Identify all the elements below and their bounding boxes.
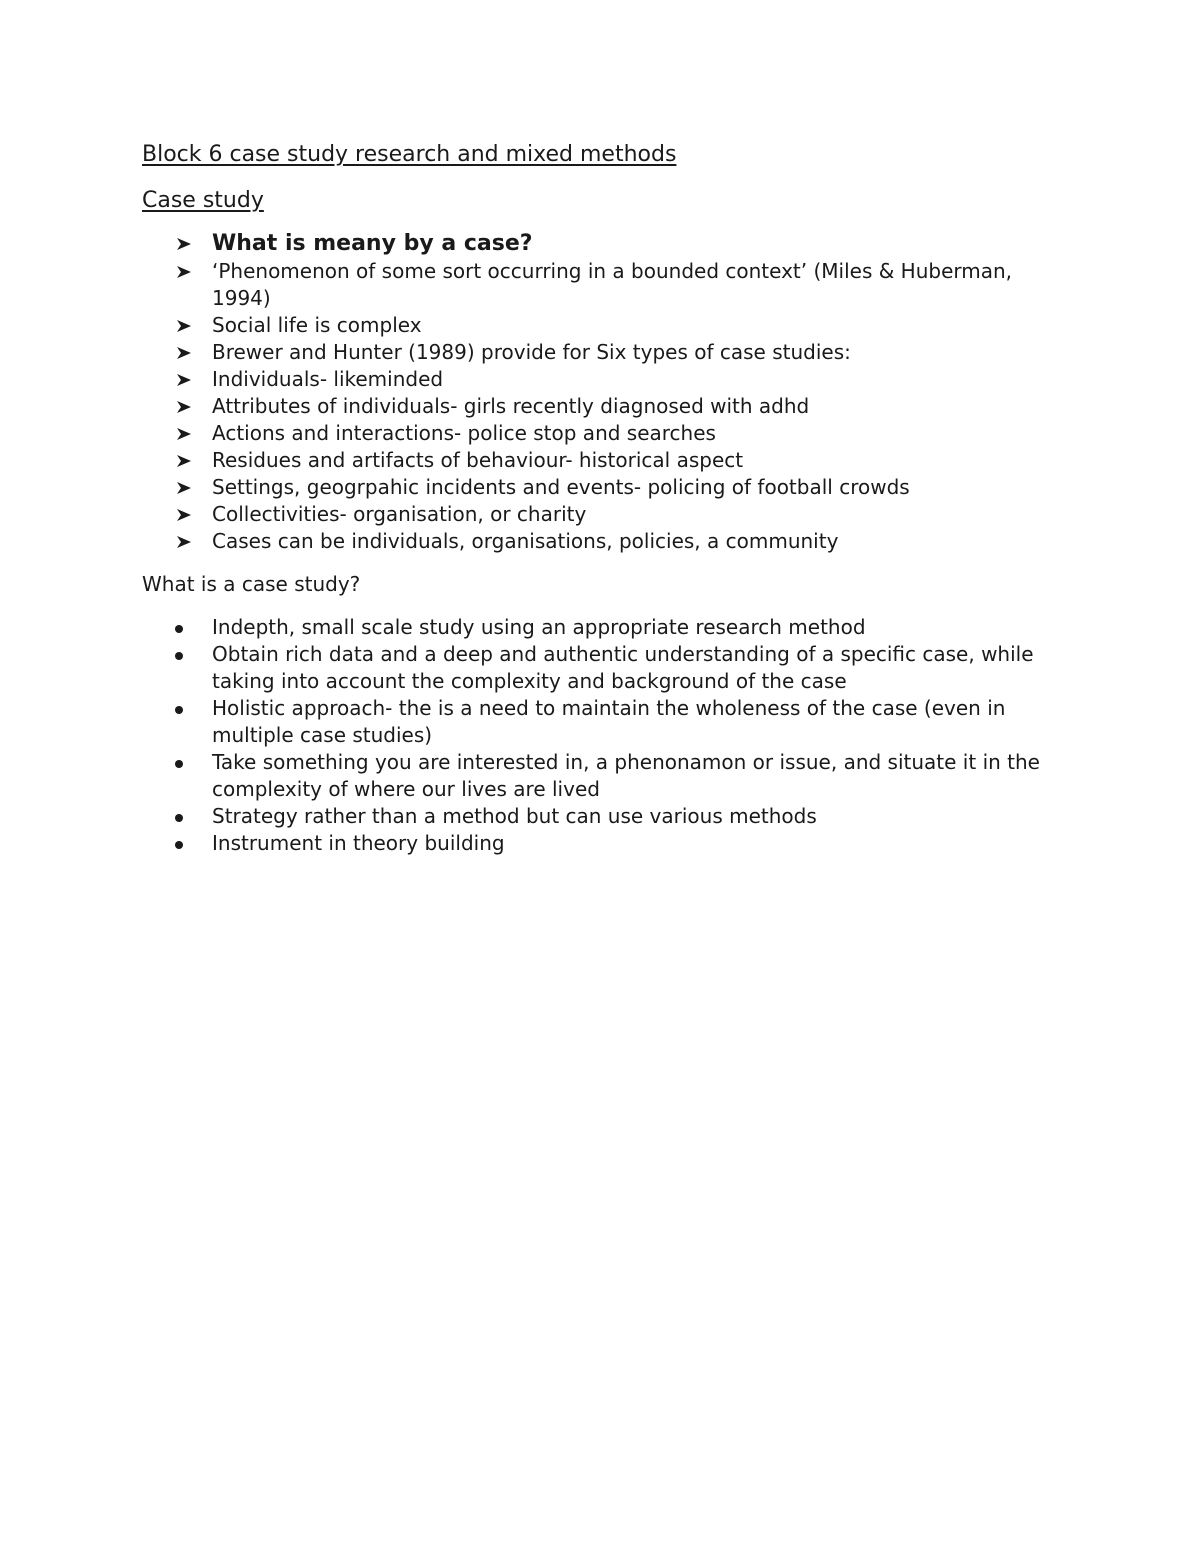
list-item-text: Obtain rich data and a deep and authentic understanding of a specific case, while taking into account the complexity and background of the case (212, 642, 1034, 693)
list-item (142, 501, 1062, 528)
list-item-text: What is meany by a case? (212, 231, 533, 256)
bullet-dot-icon (175, 760, 183, 768)
list-item (142, 749, 1062, 803)
bullet-dot-icon (175, 814, 183, 822)
list-item-text: Collectivities- organisation, or charity (212, 502, 587, 526)
list-item (142, 258, 1062, 312)
dot-bullet-list (142, 614, 1062, 857)
arrow-bullet-icon (176, 501, 196, 528)
list-item (142, 830, 1062, 857)
arrow-bullet-icon (176, 420, 196, 447)
bullet-dot-icon (175, 625, 183, 633)
list-item-text: Attributes of individuals- girls recently diagnosed with adhd (212, 394, 810, 418)
list-item (142, 474, 1062, 501)
list-item (142, 447, 1062, 474)
list-item-text: Instrument in theory building (212, 831, 505, 855)
arrow-bullet-icon (176, 366, 196, 393)
list-item (142, 614, 1062, 641)
list-item (142, 312, 1062, 339)
list-item-text: Indepth, small scale study using an appropriate research method (212, 615, 866, 639)
list-item-text: Brewer and Hunter (1989) provide for Six types of case studies: (212, 340, 851, 364)
list-item (142, 803, 1062, 830)
list-item-text: Individuals- likeminded (212, 367, 444, 391)
arrow-bullet-icon (176, 312, 196, 339)
bullet-dot-icon (175, 652, 183, 660)
list-item (142, 230, 1062, 258)
list-item-text: ‘Phenomenon of some sort occurring in a bounded context’ (Miles & Huberman, 1994) (212, 259, 1013, 310)
document-body (142, 138, 1062, 857)
list-item-text: Social life is complex (212, 313, 422, 337)
arrow-bullet-icon (176, 258, 196, 285)
list-item-text: Take something you are interested in, a phenonamon or issue, and situate it in the complexity of where our lives are lived (212, 750, 1040, 801)
list-item-text: Cases can be individuals, organisations, policies, a community (212, 529, 839, 553)
section-heading-case-study: Case study (142, 188, 264, 213)
list-item (142, 420, 1062, 447)
arrow-bullet-icon (176, 393, 196, 420)
list-item-text: Strategy rather than a method but can use various methods (212, 804, 817, 828)
list-item (142, 528, 1062, 555)
list-item-text: Residues and artifacts of behaviour- historical aspect (212, 448, 744, 472)
list-item (142, 641, 1062, 695)
list-item (142, 393, 1062, 420)
arrow-bullet-icon (176, 528, 196, 555)
list-item (142, 366, 1062, 393)
bullet-dot-icon (175, 706, 183, 714)
document-title: Block 6 case study research and mixed methods (142, 142, 677, 167)
list-item-text: Actions and interactions- police stop and searches (212, 421, 716, 445)
bullet-dot-icon (175, 841, 183, 849)
section-question: What is a case study? (142, 572, 361, 596)
arrow-bullet-icon (176, 230, 196, 257)
list-item (142, 695, 1062, 749)
list-item-text: Settings, geogrpahic incidents and events- policing of football crowds (212, 475, 910, 499)
list-item-text: Holistic approach- the is a need to maintain the wholeness of the case (even in multiple case studies) (212, 696, 1006, 747)
arrow-bullet-list (142, 230, 1062, 555)
arrow-bullet-icon (176, 474, 196, 501)
arrow-bullet-icon (176, 447, 196, 474)
arrow-bullet-icon (176, 339, 196, 366)
list-item (142, 339, 1062, 366)
